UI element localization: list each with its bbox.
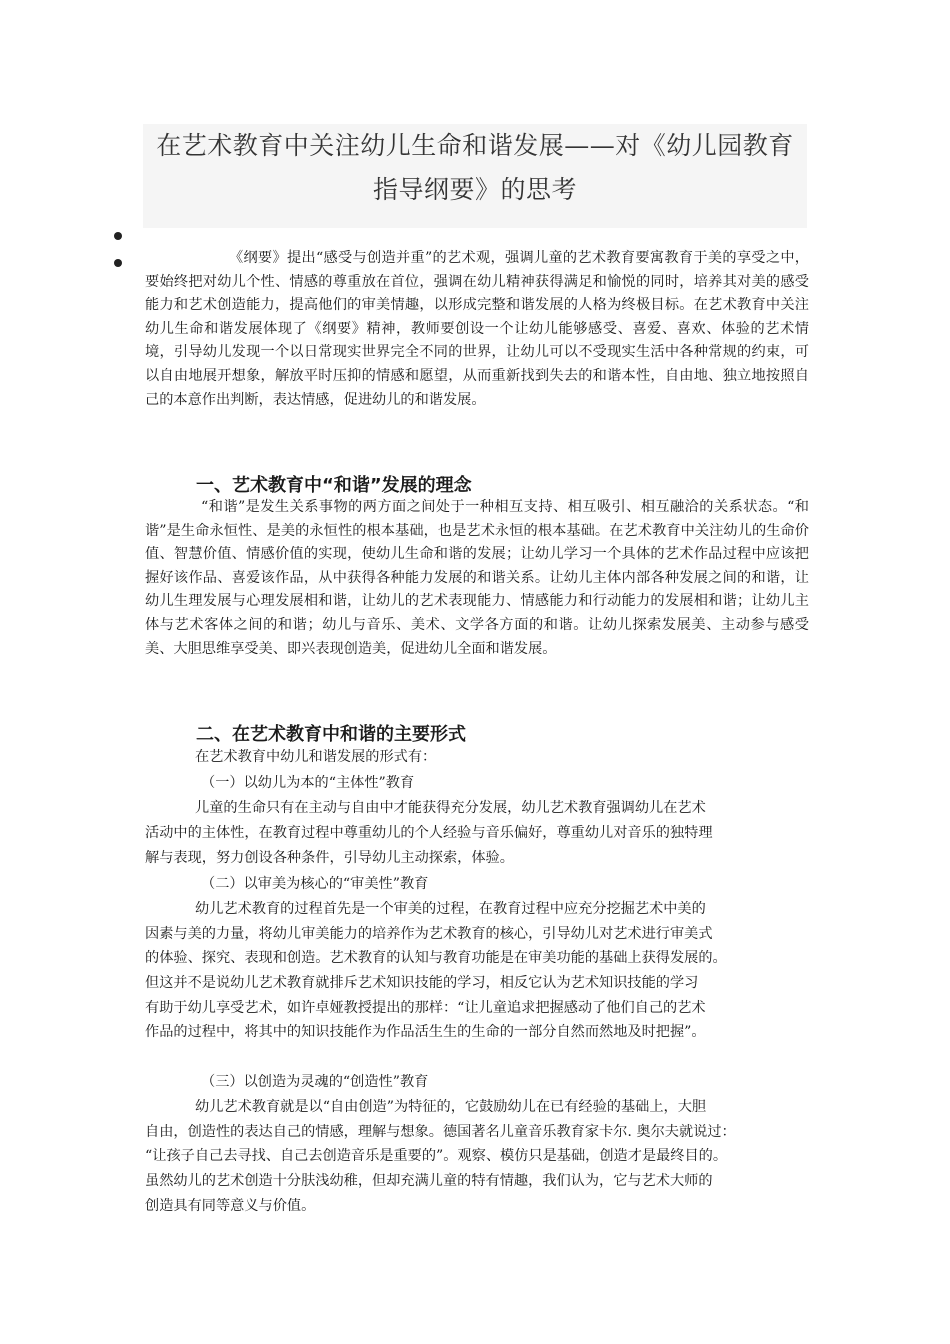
title-line-2: 指导纲要》的思考	[372, 175, 577, 204]
section-1-heading: 一、艺术教育中“和谐”发展的理念	[196, 475, 472, 496]
subsection-2-line: 有助于幼儿享受艺术，如许卓娅教授提出的那样：“让儿童追求把握感动了他们自己的艺术	[145, 1000, 706, 1016]
subsection-3-line: 虽然幼儿的艺术创造十分肤浅幼稚，但却充满儿童的特有情趣，我们认为，它与艺术大师的	[145, 1173, 713, 1189]
subsection-2-line: 但这并不是说幼儿艺术教育就排斥艺术知识技能的学习，相反它认为艺术知识技能的学习	[145, 975, 699, 991]
list-bullet	[114, 259, 122, 267]
subsection-2-line: 因素与美的力量，将幼儿审美能力的培养作为艺术教育的核心，引导幼儿对艺术进行审美式	[145, 926, 713, 942]
subsection-3-line: 创造具有同等意义与价值。	[145, 1198, 316, 1214]
subsection-3-line: 自由，创造性的表达自己的情感，理解与想象。德国著名儿童音乐教育家卡尔. 奥尔夫就说过：	[145, 1124, 736, 1140]
section-2-lead: 在艺术教育中幼儿和谐发展的形式有：	[195, 749, 437, 765]
subsection-2-line: 作品的过程中，将其中的知识技能作为作品活生生的生命的一部分自然而然地及时把握”。	[145, 1024, 706, 1040]
subsection-1-line: 儿童的生命只有在主动与自由中才能获得充分发展，幼儿艺术教育强调幼儿在艺术	[195, 800, 706, 816]
subsection-3-line: “让孩子自己去寻找、自己去创造音乐是重要的”。观察、模仿只是基础，创造才是最终目的。	[145, 1148, 728, 1164]
subsection-2-line: 幼儿艺术教育的过程首先是一个审美的过程，在教育过程中应充分挖掘艺术中美的	[195, 901, 706, 917]
subsection-1-line: 活动中的主体性，在教育过程中尊重幼儿的个人经验与音乐偏好，尊重幼儿对音乐的独特理	[145, 825, 713, 841]
list-bullet	[114, 232, 122, 240]
intro-paragraph: 《纲要》提出“感受与创造并重”的艺术观，强调儿童的艺术教育要寓教育于美的享受之中，要始终把对幼儿个性、情感的尊重放在首位，强调在幼儿精神获得满足和愉悦的同时，培养其对美的感受能力和艺术创造能力，提高他们的审美情趣，以形成完整和谐发展的人格为终极目标。在艺术教育中关注幼儿生命和谐发展体现了《纲要》精神，教师要创设一个让幼儿能够感受、喜爱、喜欢、体验的艺术情境，引导幼儿发现一个以日常现实世界完全不同的世界，让幼儿可以不受现实生活中各种常规的约束，可以自由地展开想象，解放平时压抑的情感和愿望，从而重新找到失去的和谐本性，自由地、独立地按照自己的本意作出判断，表达情感，促进幼儿的和谐发展。	[145, 250, 809, 408]
subsection-3-title: （三）以创造为灵魂的“创造性”教育	[201, 1074, 429, 1090]
section-1-body: “和谐”是发生关系事物的两方面之间处于一种相互支持、相互吸引、相互融洽的关系状态。“和谐”是生命永恒性、是美的永恒性的根本基础，也是艺术永恒的根本基础。在艺术教育中关注幼儿的生命价值、智慧价值、情感价值的实现，使幼儿生命和谐的发展；让幼儿学习一个具体的艺术作品过程中应该把握好该作品、喜爱该作品，从中获得各种能力发展的和谐关系。让幼儿主体内部各种发展之间的和谐，让幼儿生理发展与心理发展相和谐，让幼儿的艺术表现能力、情感能力和行动能力的发展相和谐；让幼儿主体与艺术客体之间的和谐；幼儿与音乐、美术、文学各方面的和谐。让幼儿探索发展美、主动参与感受美、大胆思维享受美、即兴表现创造美，促进幼儿全面和谐发展。	[145, 499, 809, 657]
subsection-2-line: 的体验、探究、表现和创造。艺术教育的认知与教育功能是在审美功能的基础上获得发展的。	[145, 950, 727, 966]
subsection-1-line: 解与表现，努力创设各种条件，引导幼儿主动探索，体验。	[145, 850, 514, 866]
subsection-2-title: （二）以审美为核心的“审美性”教育	[201, 876, 429, 892]
subsection-3-line: 幼儿艺术教育就是以“自由创造”为特征的，它鼓励幼儿在已有经验的基础上，大胆	[195, 1099, 707, 1115]
document-title	[143, 124, 807, 212]
subsection-1-title: （一）以幼儿为本的“主体性”教育	[201, 775, 415, 791]
section-2-heading: 二、在艺术教育中和谐的主要形式	[196, 724, 466, 745]
title-block	[143, 124, 807, 228]
title-line-1: 在艺术教育中关注幼儿生命和谐发展——对《幼儿园教育	[156, 131, 794, 160]
